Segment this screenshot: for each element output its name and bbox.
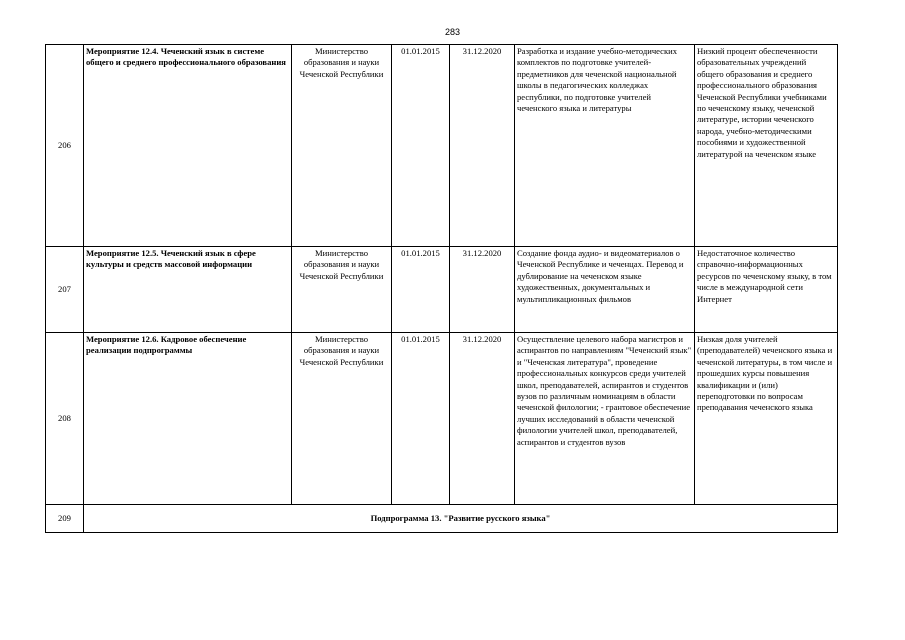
end-date: 31.12.2020 xyxy=(450,247,515,333)
table-row xyxy=(46,45,838,247)
row-number: 207 xyxy=(46,247,84,333)
problem-description: Недостаточное количество справочно-информационных ресурсов по чеченскому языку, в том числе в международной сети Интернет xyxy=(695,247,838,333)
expected-result-cell xyxy=(515,333,695,505)
row-number: 206 xyxy=(46,45,84,247)
start-date: 01.01.2015 xyxy=(392,45,450,247)
row-number: 209 xyxy=(46,505,84,533)
row-number: 208 xyxy=(46,333,84,505)
activity-name: Мероприятие 12.4. Чеченский язык в системе общего и среднего профессионального образования xyxy=(84,45,292,247)
problem-description: Низкий процент обеспеченности образовательных учреждений общего образования и среднего профессионального образования Чеченской Республики учебниками по чеченскому языку, чеченской литературе, истории чеченского народа, учебно-методическими пособиями и художественной литературой на чеченском языке xyxy=(695,45,838,247)
end-date: 31.12.2020 xyxy=(450,45,515,247)
start-date: 01.01.2015 xyxy=(392,247,450,333)
activity-name: Мероприятие 12.5. Чеченский язык в сфере культуры и средств массовой информации xyxy=(84,247,292,333)
table-row xyxy=(46,333,838,505)
activities-table xyxy=(45,44,838,533)
table-row xyxy=(46,247,838,333)
expected-result: Осуществление целевого набора магистров и аспирантов по направлениям "Чеченский язык" и "Чеченская литература", проведение профессиональных конкурсов среди учителей школ, преподавателей, аспирантов и студентов вузов по различным номинациям в области чеченской филологии; - грантовое обеспечение лучших исследований в области чеченской филологии учителей школ, преподавателей, аспирантов и студентов вузов xyxy=(517,334,692,447)
subprogram-title: Подпрограмма 13. "Развитие русского языка" xyxy=(84,505,838,533)
executor: Министерство образования и науки Чеченской Республики xyxy=(292,333,392,505)
executor: Министерство образования и науки Чеченской Республики xyxy=(292,247,392,333)
activity-name: Мероприятие 12.6. Кадровое обеспечение реализации подпрограммы xyxy=(84,333,292,505)
expected-result: Создание фонда аудио- и видеоматериалов о Чеченской Республике и чеченцах. Перевод и дублирование на чеченском языке художественных, документальных и мультипликационных фильмов xyxy=(515,247,695,333)
end-date: 31.12.2020 xyxy=(450,333,515,505)
subprogram-row xyxy=(46,505,838,533)
expected-result: Разработка и издание учебно-методических комплектов по подготовке учителей-предметников для чеченской национальной школы в педагогических колледжах республики, по подготовке учителей чеченского языка и литературы xyxy=(515,45,695,247)
executor: Министерство образования и науки Чеченской Республики xyxy=(292,45,392,247)
start-date: 01.01.2015 xyxy=(392,333,450,505)
page-number: 283 xyxy=(444,27,461,37)
problem-description: Низкая доля учителей (преподавателей) чеченского языка и чеченской литературы, в том числе и прошедших курсы повышения квалификации и (или) переподготовки по вопросам преподавания чеченского языка xyxy=(695,333,838,505)
